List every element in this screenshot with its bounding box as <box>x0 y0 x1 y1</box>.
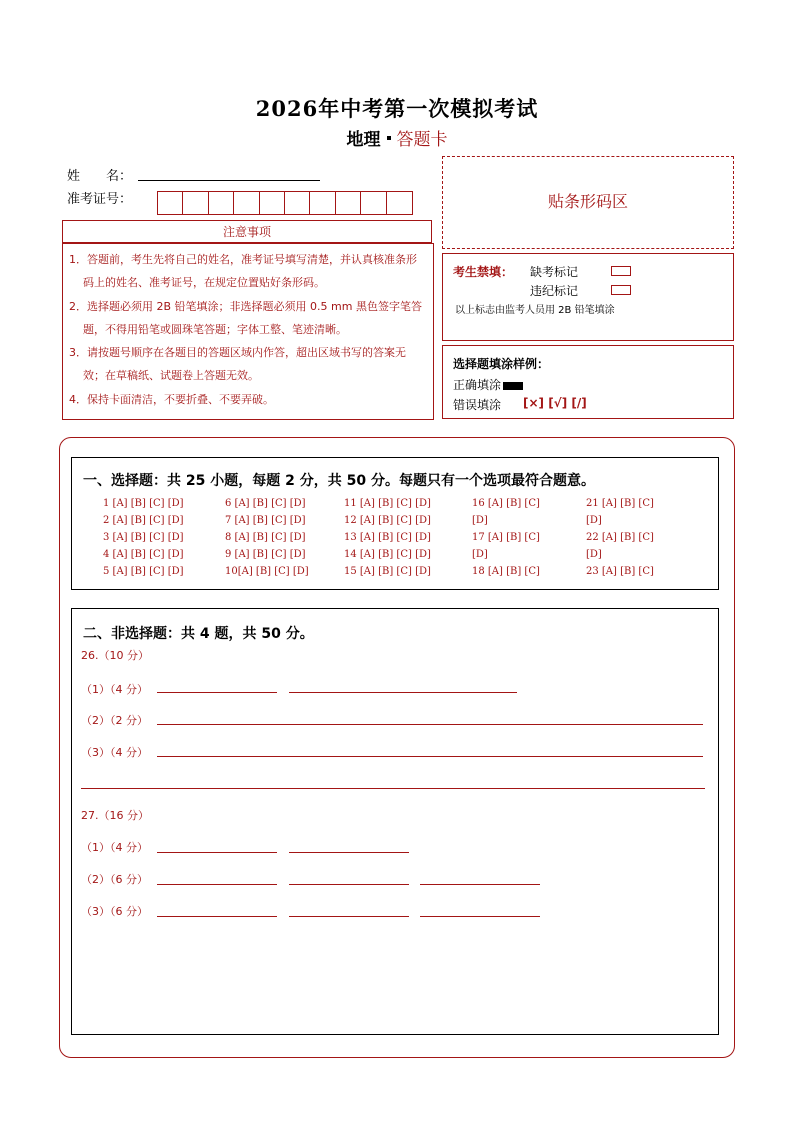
notice-item: 3．请按题号顺序在各题目的答题区域内作答，超出区域书写的答案无效；在草稿纸、试题卷上答题无效。 <box>69 346 406 383</box>
choice-item[interactable]: 17 [A] [B] [C] <box>472 532 540 543</box>
choice-item[interactable]: 4 [A] [B] [C] [D] <box>103 549 184 560</box>
choice-item[interactable]: 9 [A] [B] [C] [D] <box>225 549 306 560</box>
q26-part1-line-b[interactable] <box>289 692 517 693</box>
q27-part2-line-a[interactable] <box>157 884 277 885</box>
forbidden-box <box>442 253 734 341</box>
choice-item[interactable]: 22 [A] [B] [C] <box>586 532 654 543</box>
choice-item[interactable]: [D] <box>586 549 602 560</box>
violation-label: 违纪标记 <box>530 284 579 298</box>
notice-title: 注意事项 <box>62 220 432 243</box>
id-cell[interactable] <box>260 192 285 214</box>
choice-item[interactable]: 5 [A] [B] [C] [D] <box>103 566 184 577</box>
page-subtitle <box>0 125 794 150</box>
q27-part2-line-b[interactable] <box>289 884 409 885</box>
choice-item[interactable]: 6 [A] [B] [C] [D] <box>225 498 306 509</box>
q26-part3-line-a[interactable] <box>157 756 703 757</box>
notice-item: 1．答题前，考生先将自己的姓名，准考证号填写清楚，并认真核准条形码上的姓名、准考证号，在规定位置贴好条形码。 <box>69 253 417 290</box>
choice-item[interactable]: 14 [A] [B] [C] [D] <box>344 549 431 560</box>
written-section-title: 二、非选择题：共 4 题，共 50 分。 <box>83 626 314 642</box>
filled-mark-icon <box>503 382 523 390</box>
id-cell[interactable] <box>209 192 234 214</box>
choice-item[interactable]: 16 [A] [B] [C] <box>472 498 540 509</box>
choice-item[interactable]: 21 [A] [B] [C] <box>586 498 654 509</box>
q27-part1-line-b[interactable] <box>289 852 409 853</box>
q27-part1-line-a[interactable] <box>157 852 277 853</box>
choice-section <box>71 457 719 590</box>
id-cell[interactable] <box>310 192 335 214</box>
choice-item[interactable]: 15 [A] [B] [C] [D] <box>344 566 431 577</box>
forbidden-label: 考生禁填： <box>453 265 514 279</box>
correct-label <box>453 376 523 393</box>
choice-item[interactable]: 11 [A] [B] [C] [D] <box>344 498 431 509</box>
choice-item[interactable]: 13 [A] [B] [C] [D] <box>344 532 431 543</box>
q27-part3-line-b[interactable] <box>289 916 409 917</box>
name-field[interactable] <box>138 180 320 181</box>
q27-part2-label: （2）（6 分） <box>81 873 148 886</box>
id-cell[interactable] <box>336 192 361 214</box>
q26-part1-label: （1）（4 分） <box>81 683 148 696</box>
name-label: 姓 名： <box>67 169 133 184</box>
absent-mark[interactable] <box>611 266 631 276</box>
sample-title: 选择题填涂样例： <box>453 357 550 371</box>
separator-dot-icon <box>387 136 391 140</box>
q27-heading: 27.（16 分） <box>81 809 149 822</box>
choice-item[interactable]: 1 [A] [B] [C] [D] <box>103 498 184 509</box>
choice-item[interactable]: 2 [A] [B] [C] [D] <box>103 515 184 526</box>
card-label: 答题卡 <box>396 130 448 150</box>
id-cell[interactable] <box>234 192 259 214</box>
q26-part3-line-b[interactable] <box>81 788 705 789</box>
choice-item[interactable]: [D] <box>472 515 488 526</box>
violation-mark[interactable] <box>611 285 631 295</box>
choice-item[interactable]: [D] <box>472 549 488 560</box>
notice-item: 2．选择题必须用 2B 铅笔填涂；非选择题必须用 0.5 mm 黑色签字笔答题，不得用铅笔或圆珠笔答题；字体工整、笔迹清晰。 <box>69 299 422 336</box>
q26-heading: 26.（10 分） <box>81 649 149 662</box>
absent-label: 缺考标记 <box>530 265 579 279</box>
choice-item[interactable]: 8 [A] [B] [C] [D] <box>225 532 306 543</box>
id-cell[interactable] <box>361 192 386 214</box>
page-title: 2026年中考第一次模拟考试 <box>255 96 539 121</box>
q26-part2-line[interactable] <box>157 724 703 725</box>
choice-item[interactable]: [D] <box>586 515 602 526</box>
notice-item: 4．保持卡面清洁，不要折叠、不要弄破。 <box>69 392 274 406</box>
choice-item[interactable]: 18 [A] [B] [C] <box>472 566 540 577</box>
correct-text: 正确填涂 <box>453 378 502 392</box>
q26-part1-line-a[interactable] <box>157 692 277 693</box>
id-cell[interactable] <box>183 192 208 214</box>
id-cell[interactable] <box>285 192 310 214</box>
written-section <box>71 608 719 1035</box>
forbidden-note: 以上标志由监考人员用 2B 铅笔填涂 <box>455 305 615 316</box>
id-cell[interactable] <box>158 192 183 214</box>
choice-section-title: 一、选择题：共 25 小题，每题 2 分，共 50 分。每题只有一个选项最符合题意。 <box>83 473 595 489</box>
id-cell[interactable] <box>387 192 412 214</box>
exam-id-grid[interactable] <box>157 191 413 215</box>
notice-body <box>62 243 434 420</box>
q27-part3-line-c[interactable] <box>420 916 540 917</box>
wrong-label: 错误填涂 <box>453 398 502 412</box>
q26-part3-label: （3）（4 分） <box>81 746 148 759</box>
sample-box <box>442 345 734 419</box>
choice-item[interactable]: 10[A] [B] [C] [D] <box>225 566 309 577</box>
q27-part1-label: （1）（4 分） <box>81 841 148 854</box>
q26-part2-label: （2）（2 分） <box>81 714 148 727</box>
wrong-marks: [×] [√] [/] <box>523 396 587 410</box>
choice-item[interactable]: 3 [A] [B] [C] [D] <box>103 532 184 543</box>
id-label: 准考证号： <box>67 192 133 207</box>
q27-part2-line-c[interactable] <box>420 884 540 885</box>
subject-label: 地理 <box>346 130 381 150</box>
barcode-area: 贴条形码区 <box>442 156 734 249</box>
choice-item[interactable]: 23 [A] [B] [C] <box>586 566 654 577</box>
q27-part3-label: （3）（6 分） <box>81 905 148 918</box>
choice-item[interactable]: 12 [A] [B] [C] [D] <box>344 515 431 526</box>
q27-part3-line-a[interactable] <box>157 916 277 917</box>
choice-item[interactable]: 7 [A] [B] [C] [D] <box>225 515 306 526</box>
